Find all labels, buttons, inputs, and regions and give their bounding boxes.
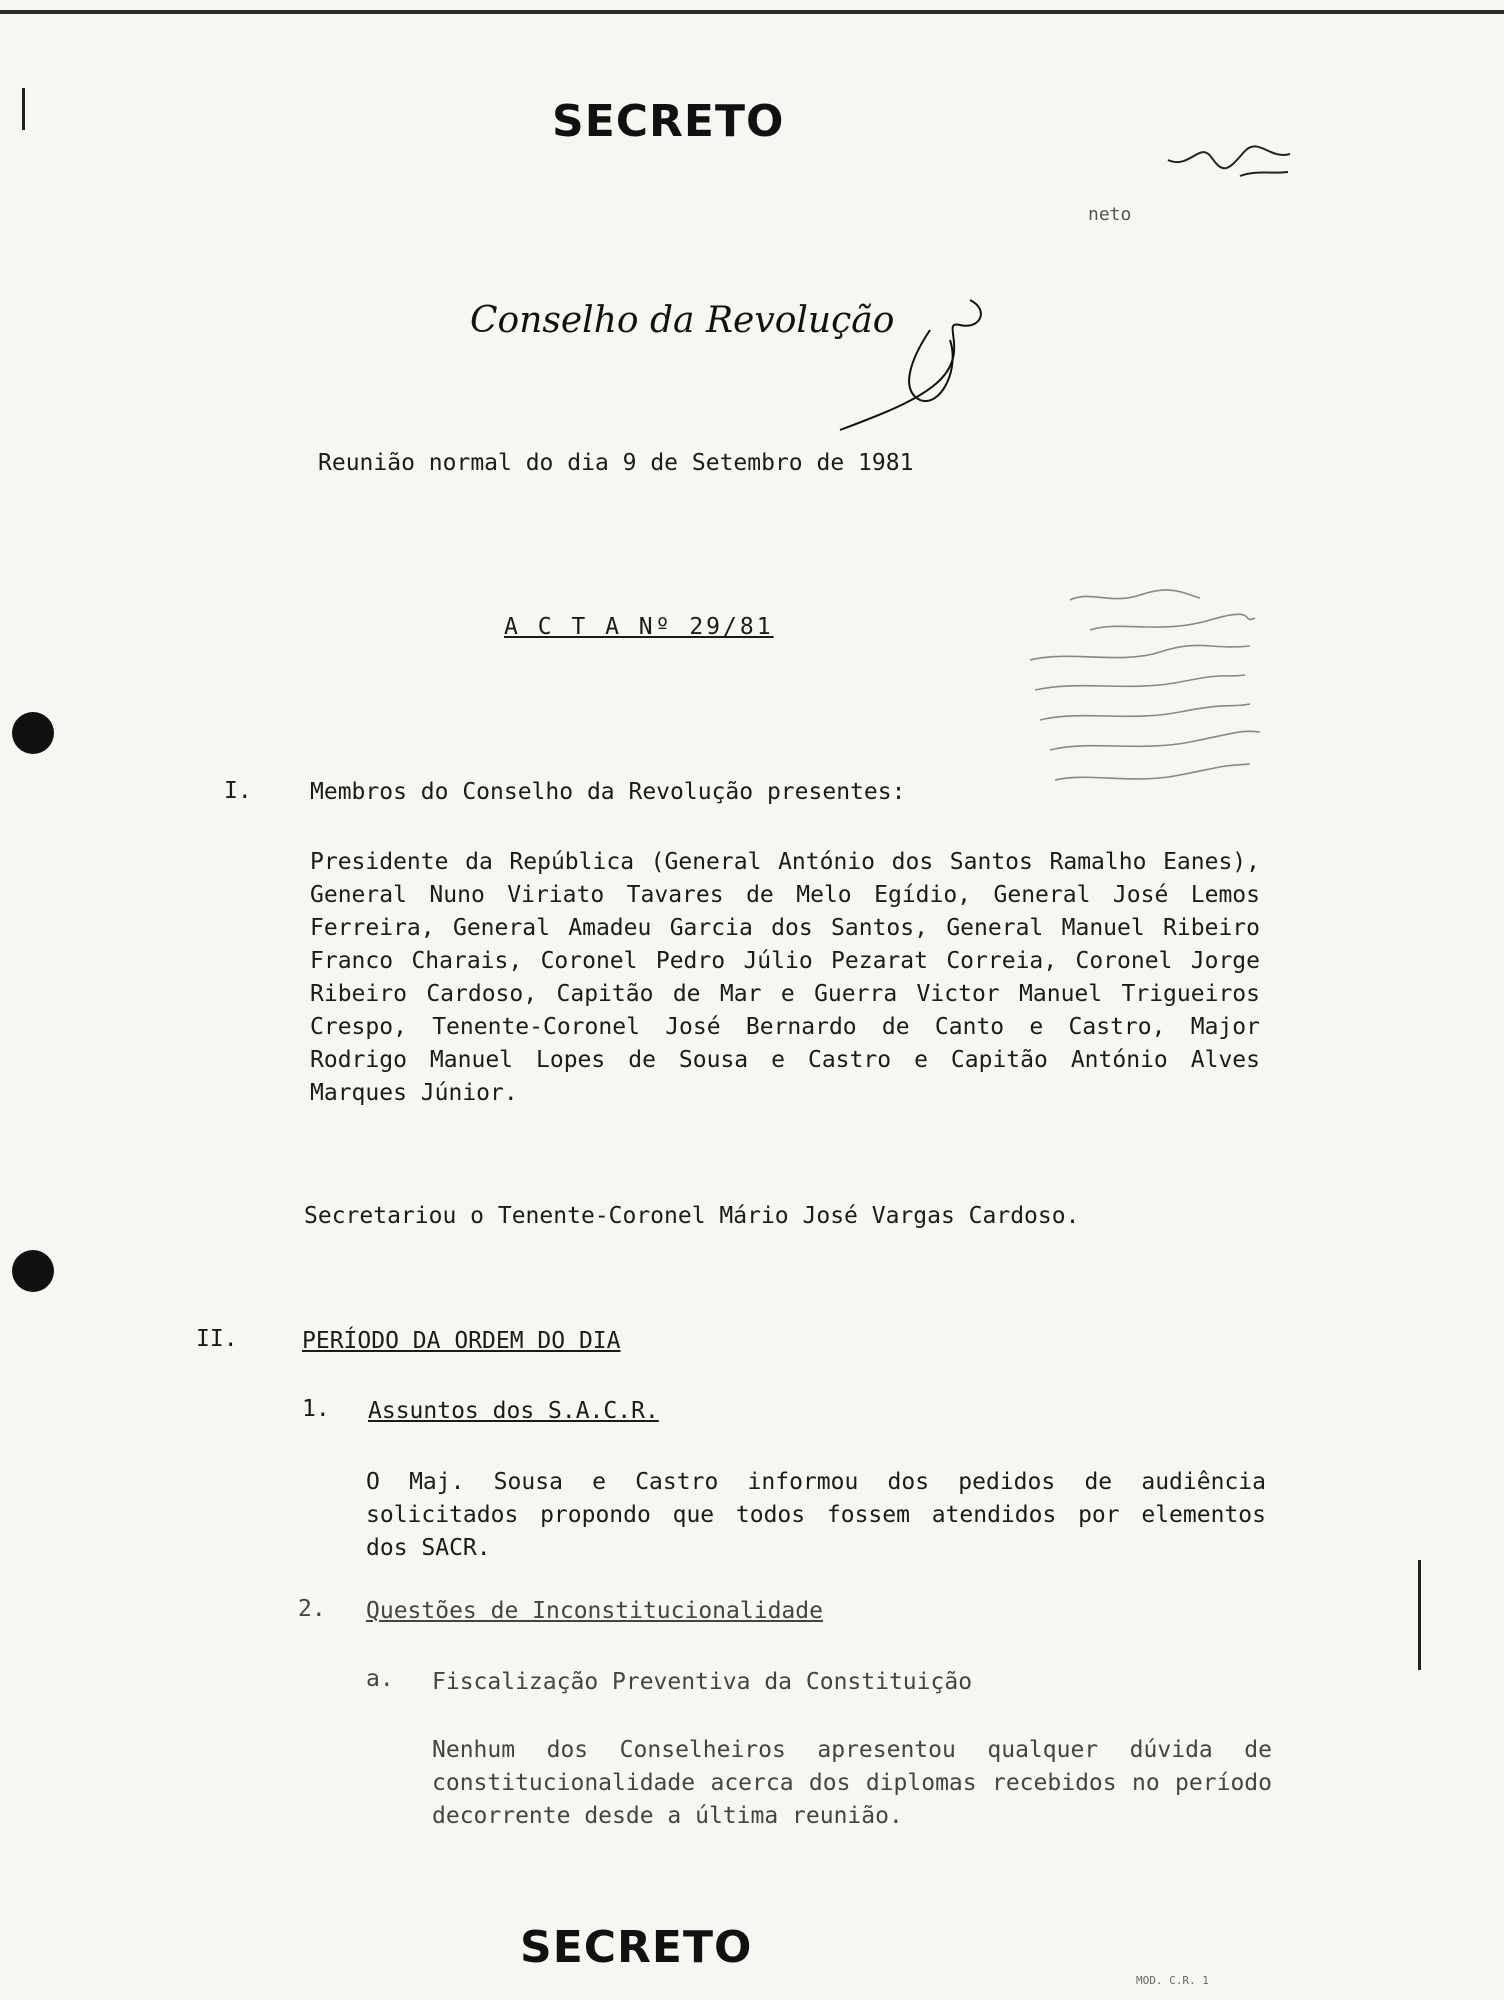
punch-hole <box>12 1250 54 1292</box>
handwritten-initials <box>1160 130 1320 190</box>
secretary-note: Secretariou o Tenente-Coronel Mário José Vargas Cardoso. <box>304 1203 1080 1229</box>
institution-title: Conselho da Revolução <box>470 300 895 341</box>
section-number: II. <box>196 1326 238 1352</box>
form-code: MOD. C.R. 1 <box>1136 1974 1209 1987</box>
item-title: Assuntos dos S.A.C.R. <box>368 1398 659 1424</box>
members-list: Presidente da República (General António dos Santos Ramalho Eanes), General Nuno Viriato Tavares de Melo Egídio, General José Lemos Ferreira, General Amadeu Garcia dos Santos, General Manuel Ribeiro Franco Charais, Coronel Pedro Júlio Pezarat Correia, Coronel Jorge Ribeiro Cardoso, Capitão de Mar e Guerra Victor Manuel Trigueiros Crespo, Tenente-Coronel José Bernardo de Canto e Castro, Major Rodrigo Manuel Lopes de Sousa e Castro e Capitão António Alves Marques Júnior. <box>310 849 1260 1106</box>
meeting-date: Reunião normal do dia 9 de Setembro de 1981 <box>318 450 914 476</box>
margin-mark <box>22 88 25 130</box>
classification-stamp-bottom: SECRETO <box>520 1922 753 1973</box>
item-number: 1. <box>302 1396 330 1422</box>
section-heading: Membros do Conselho da Revolução presentes: <box>310 779 906 805</box>
margin-mark <box>1418 1560 1421 1670</box>
section-heading: PERÍODO DA ORDEM DO DIA <box>302 1328 621 1354</box>
section-number: I. <box>224 778 252 804</box>
acta-number: A C T A Nº 29/81 <box>504 614 774 640</box>
item-text: O Maj. Sousa e Castro informou dos pedidos de audiência solicitados propondo que todos fossem atendidos por elementos dos SACR. <box>366 1469 1266 1561</box>
item-text: Nenhum dos Conselheiros apresentou qualquer dúvida de constitucionalidade acerca dos diplomas recebidos no período decorrente desde a última reunião. <box>432 1737 1272 1829</box>
sub-item-title: Fiscalização Preventiva da Constituição <box>432 1669 973 1695</box>
corner-note: neto <box>1088 204 1132 225</box>
classification-stamp-top: SECRETO <box>552 96 785 147</box>
item-title: Questões de Inconstitucionalidade <box>366 1598 823 1624</box>
top-edge-rule <box>0 10 1504 14</box>
signature <box>820 290 1020 440</box>
punch-hole <box>12 712 54 754</box>
sub-item-letter: a. <box>366 1666 394 1692</box>
item-number: 2. <box>298 1596 326 1622</box>
